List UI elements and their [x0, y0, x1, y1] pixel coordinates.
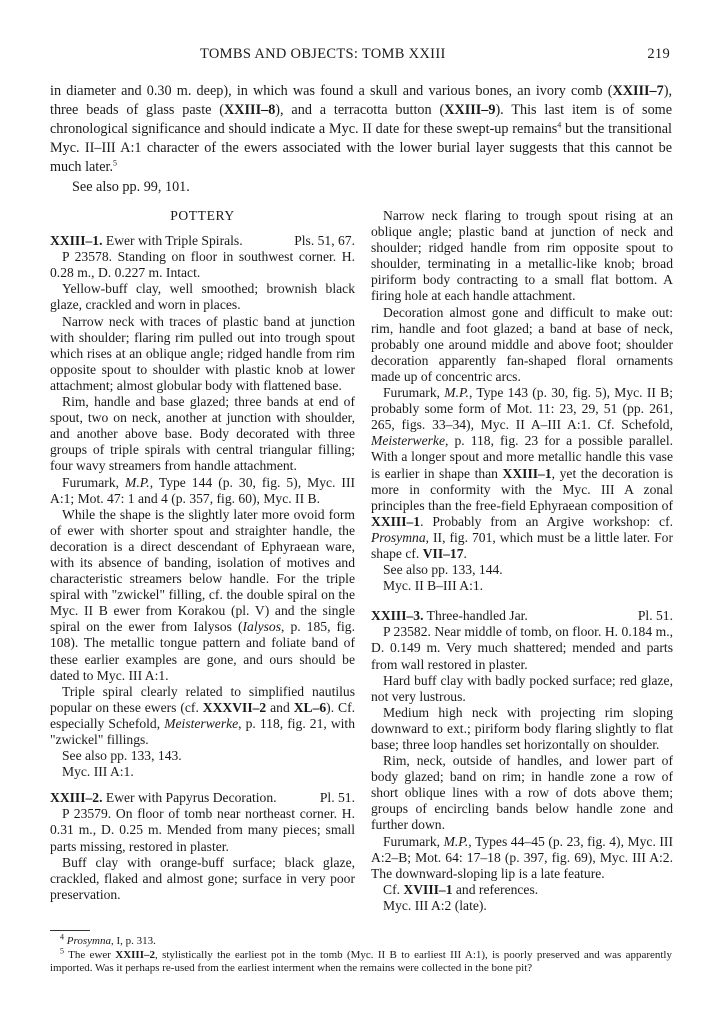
entry-date: Myc. III A:2 (late).	[383, 897, 487, 913]
entry-text: Cf. XVIII–1 and references.	[383, 881, 539, 897]
entry-heading: XXIII–1. Ewer with Triple Spirals. Pls. 51, 67.	[50, 233, 355, 249]
entry-text: Narrow neck with traces of plastic band at junction with shoulder; flaring rim pulled out into trough spout which rises at an oblique angle; ridged handle from rim opposite spout to shoulder with plastic knob at lower attachment; almost globular body with flattened base.	[50, 313, 355, 393]
entry-heading: XXIII–2. Ewer with Papyrus Decoration. Pl. 51.	[50, 790, 355, 806]
entry-text: Triple spiral clearly related to simplified nautilus popular on these ewers (cf. XXXVII–2 and XL–6). Cf. especially Schefold, Meisterwerke, p. 118, fig. 21, with "zwickel" fillings.	[50, 683, 355, 747]
catalog-id: XXIII–2.	[50, 790, 103, 806]
entry-text: P 23582. Near middle of tomb, on floor. H. 0.184 m., D. 0.149 m. Very much shattered; mended and parts from wall restored in plaster.	[371, 624, 673, 672]
page-number: 219	[647, 46, 670, 62]
plates-ref: Pl. 51.	[637, 608, 673, 624]
entry-text: Narrow neck flaring to trough spout rising at an oblique angle; plastic band at junction of neck and shoulder; ridged handle from rim opposite spout to shoulder, terminating in a metallic-like knob; broad piriform body contracting to a small flat bottom. A firing hole at each handle attachment.	[371, 208, 673, 304]
entry-text: See also pp. 133, 144.	[383, 562, 503, 578]
plates-ref: Pls. 51, 67.	[294, 233, 355, 249]
footnote-5: $^5$ The ewer XXIII–2, stylistically the earliest pot in the tomb (Myc. II B to earliest III A:1), is poorly preserved and was apparently imported. Was it perhaps re-used from the earliest interment when the remains were collected in the bone pit?	[50, 945, 672, 974]
footnote-4: $^4$ Prosymna, I, p. 313.	[60, 932, 156, 947]
catalog-id: XXIII–3.	[371, 608, 424, 624]
entry-text: While the shape is the slightly later more ovoid form of ewer with shorter spout and straighter handle, the decoration is a direct descendant of Ephyraean ware, with its absence of banding, isolation of motives and characteristic streamers below handle. For the triple spiral with "zwickel" filling, cf. the double spiral on the Myc. II B ewer from Korakou (pl. V) and the single spiral on the ewer from Ialysos (Ialysos, p. 185, fig. 108). The metallic tongue pattern and foliate band of these earlier examples are gone, and ours should be dated to Myc. III A:1.	[50, 506, 356, 683]
footnote-ref: 5	[113, 158, 118, 168]
running-title: TOMBS AND OBJECTS: TOMB XXIII	[200, 46, 446, 62]
entry-text: Buff clay with orange-buff surface; black glaze, crackled, flaked and almost gone; surface in very poor preservation.	[50, 854, 355, 902]
footnote-divider	[50, 930, 90, 931]
entry-text: Furumark, M.P., Type 143 (p. 30, fig. 5), Myc. II B; probably some form of Mot. 11: 23, 29, 51 (pp. 261, 265, figs. 33–34), Myc. II A–III A:1. Cf. Schefold, Meisterwerke, p. 118, fig. 23 for a possible parallel. With a longer spout and more metallic handle this vase is earlier in shape than XXIII–1, yet the decoration is more in conformity with the Myc. III A zonal principles than the free-field Ephyraean composition of XXIII–1. Probably from an Argive workshop: cf. Prosymna, II, fig. 701, which must be a little later. For shape cf. VII–17.	[371, 385, 673, 561]
footnote-ref: 4	[557, 120, 562, 130]
entry-text: Rim, handle and base glazed; three bands at end of spout, two on neck, another at junction with shoulder, and another above base. Body decorated with three groups of triple spirals with central triangular filling; four wavy streamers from handle attachment.	[50, 394, 355, 474]
catalog-id: XXIII–1.	[50, 233, 103, 249]
entry-text: Hard buff clay with badly pocked surface; red glaze, not very lustrous.	[371, 672, 673, 704]
entry-date: Myc. II B–III A:1.	[383, 578, 484, 594]
intro-text: in diameter and 0.30 m. deep), in which was found a skull and various bones, an ivory comb (XXIII–7), three beads of glass paste (XXIII–8), and a terracotta button (XXIII–9). This last item is of some chronological significance and should indicate a Myc. II date for these swept-up remains$^4$ but the transitional Myc. II–III A:1 character of the ewers associated with the lower burial layer suggests that this cannot be much later.$^5$	[50, 83, 673, 175]
right-column	[371, 208, 673, 914]
footnotes	[50, 930, 672, 976]
entry-text: P 23578. Standing on floor in southwest corner. H. 0.28 m., D. 0.227 m. Intact.	[50, 249, 355, 281]
left-column	[50, 208, 355, 903]
entry-text: Yellow-buff clay, well smoothed; brownish black glaze, crackled and worn in places.	[50, 281, 355, 313]
entry-text: Medium high neck with projecting rim sloping downward to ext.; piriform body flaring slightly to flat base; three loop handles set horizontally on shoulder.	[371, 704, 673, 752]
intro-paragraph	[50, 82, 672, 197]
entry-text: Furumark, M.P., Type 144 (p. 30, fig. 5), Myc. III A:1; Mot. 47: 1 and 4 (p. 357, fig. 60), Myc. II B.	[50, 474, 355, 506]
entry-date: Myc. III A:1.	[62, 764, 134, 780]
running-head	[200, 46, 670, 63]
entry-text: Furumark, M.P., Types 44–45 (p. 23, fig. 4), Myc. III A:2–B; Mot. 64: 17–18 (p. 397, fig. 69), Myc. III A:2. The downward-sloping lip is a late feature.	[371, 833, 673, 881]
entry-text: P 23579. On floor of tomb near northeast corner. H. 0.31 m., D. 0.25 m. Mended from many pieces; small parts missing, restored in plaster.	[50, 806, 355, 854]
entry-text: Decoration almost gone and difficult to make out: rim, handle and foot glazed; a band at base of neck, probably one around middle and above foot; shoulder decoration apparently fan-shaped floral ornaments made up of concentric arcs.	[371, 304, 673, 384]
entry-heading: XXIII–3. Three-handled Jar. Pl. 51.	[371, 608, 673, 624]
entry-text: See also pp. 133, 143.	[62, 748, 182, 764]
plates-ref: Pl. 51.	[319, 790, 355, 806]
section-title: POTTERY	[170, 208, 235, 223]
entry-text: Rim, neck, outside of handles, and lower part of body glazed; band on rim; in handle zone a row of short oblique lines with a row of dots above them; groups of encircling bands below handle zone and further down.	[371, 753, 673, 833]
intro-see-also: See also pp. 99, 101.	[72, 179, 190, 195]
